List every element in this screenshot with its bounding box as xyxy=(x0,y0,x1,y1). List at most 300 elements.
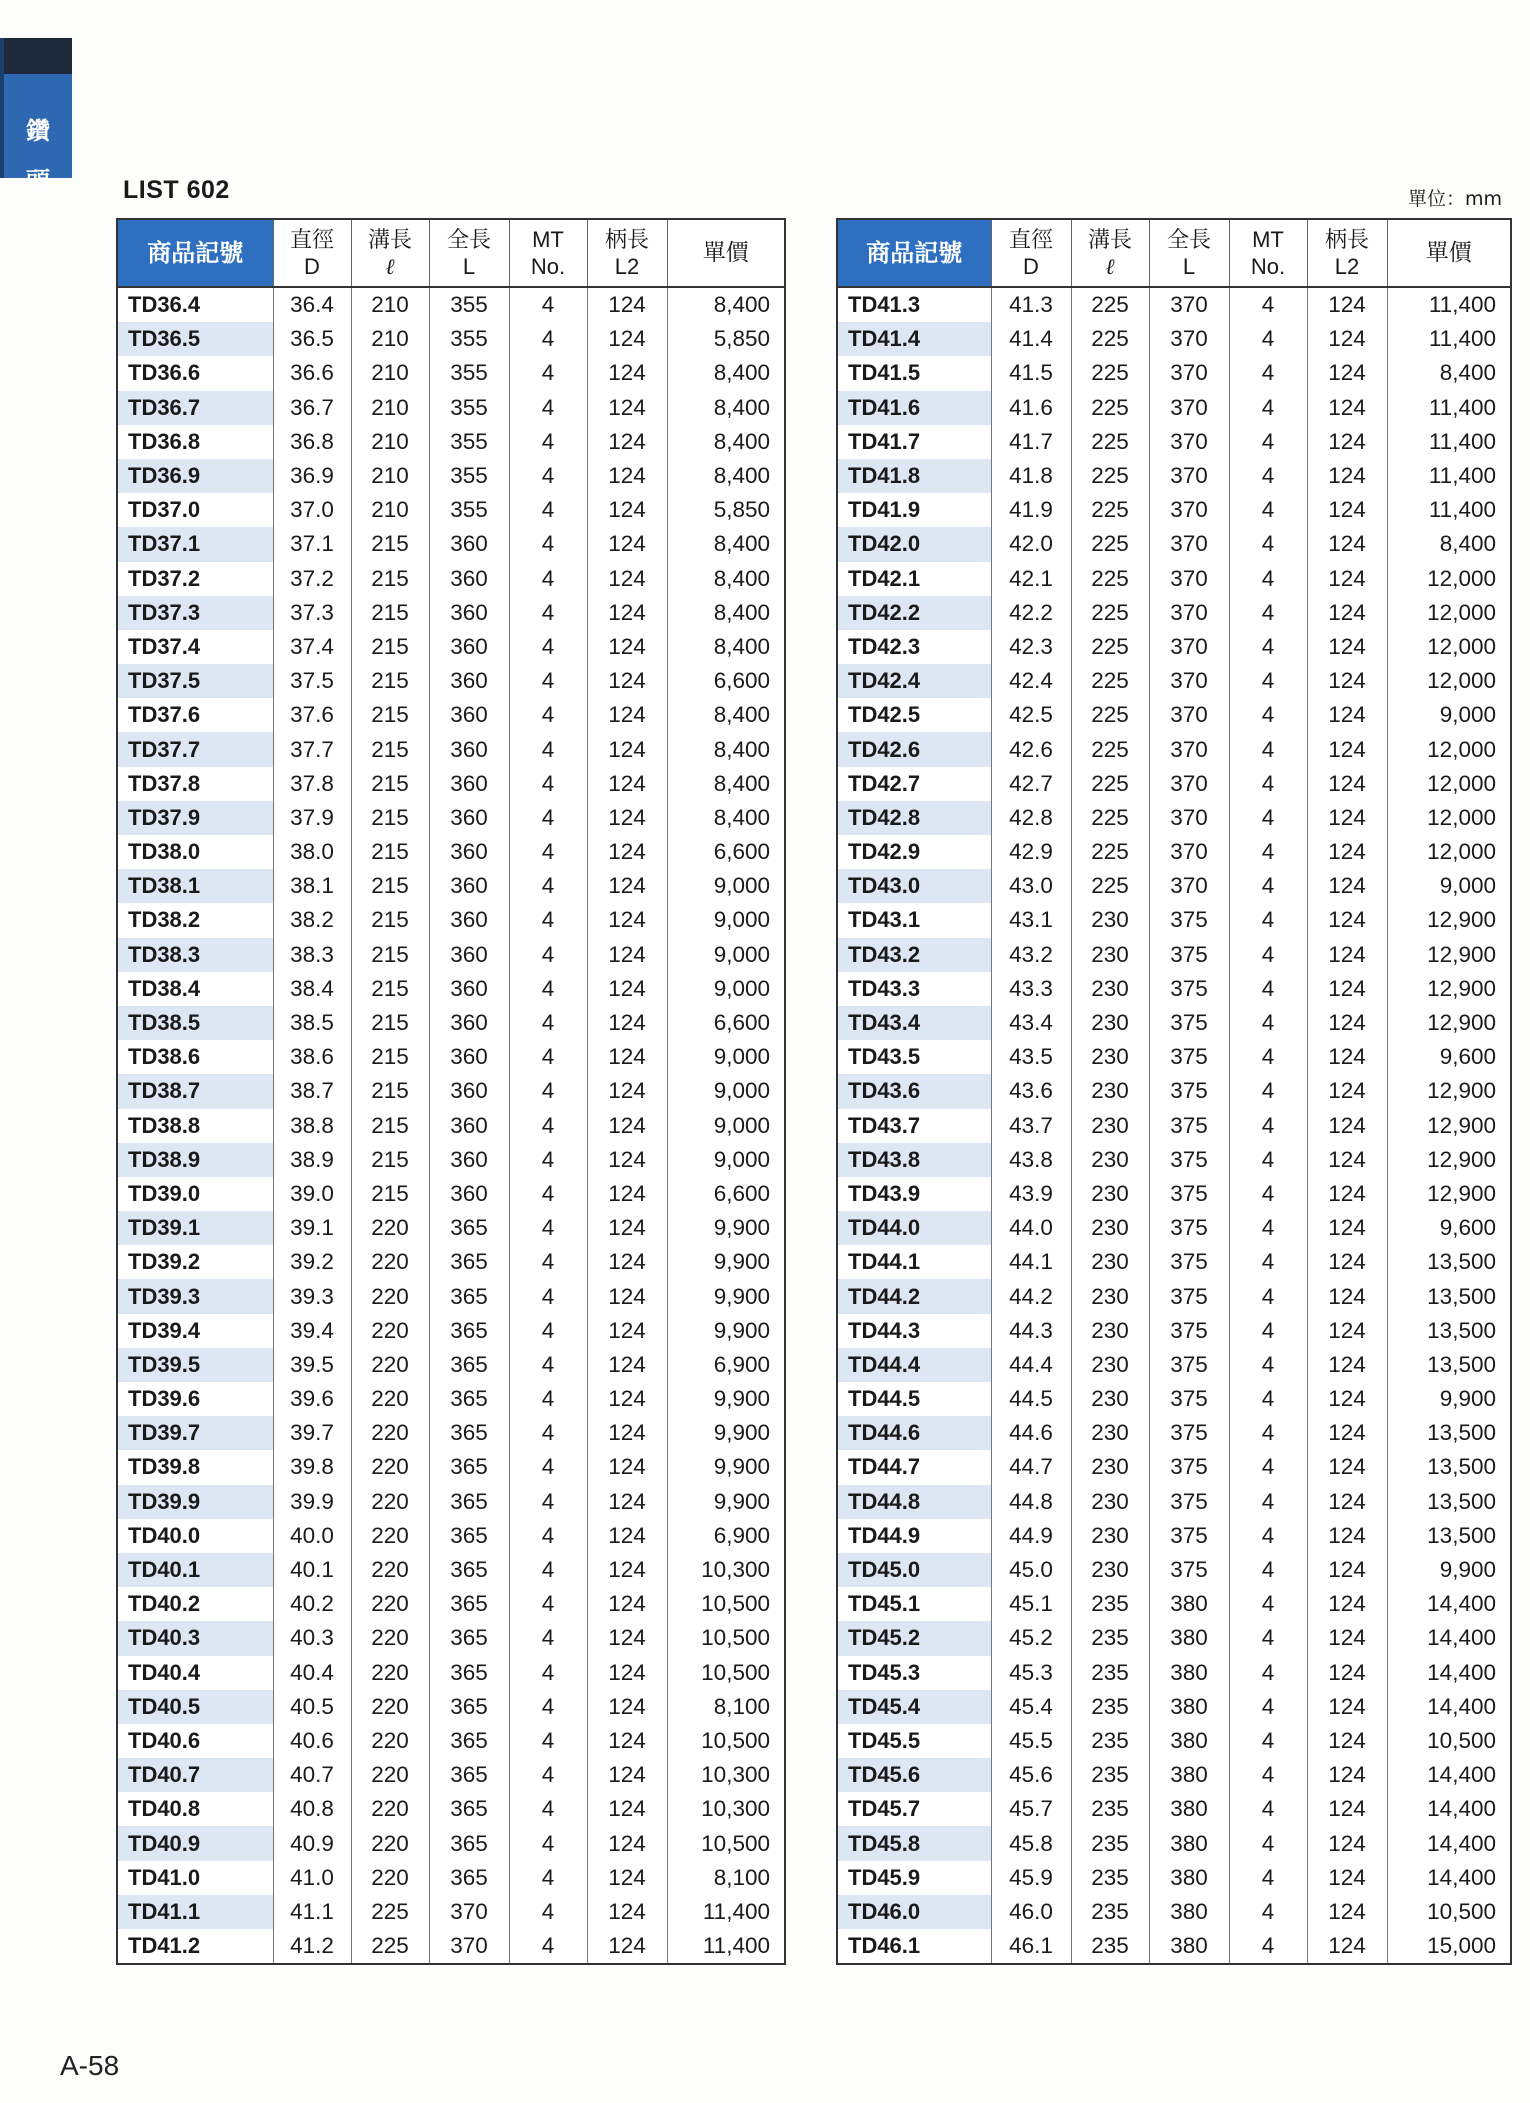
table-row xyxy=(837,562,1511,596)
cell-price: 8,400 xyxy=(667,459,785,493)
table-row xyxy=(837,493,1511,527)
cell-price: 12,000 xyxy=(1387,767,1511,801)
cell-total-length: 375 xyxy=(1149,1177,1229,1211)
cell-flute-length: 210 xyxy=(351,493,429,527)
cell-shank-length: 124 xyxy=(1307,1724,1387,1758)
table-row xyxy=(117,1006,785,1040)
cell-total-length: 355 xyxy=(429,425,509,459)
cell-flute-length: 235 xyxy=(1071,1792,1149,1826)
cell-code: TD44.1 xyxy=(837,1245,991,1279)
cell-code: TD39.9 xyxy=(117,1485,273,1519)
table-row xyxy=(837,287,1511,322)
cell-total-length: 375 xyxy=(1149,1245,1229,1279)
cell-mt-no: 4 xyxy=(1229,835,1307,869)
cell-mt-no: 4 xyxy=(1229,664,1307,698)
cell-flute-length: 225 xyxy=(1071,630,1149,664)
cell-mt-no: 4 xyxy=(1229,1758,1307,1792)
cell-price: 9,900 xyxy=(667,1314,785,1348)
cell-flute-length: 220 xyxy=(351,1279,429,1313)
cell-mt-no: 4 xyxy=(509,1792,587,1826)
cell-code: TD45.2 xyxy=(837,1621,991,1655)
cell-mt-no: 4 xyxy=(509,1314,587,1348)
cell-price: 12,900 xyxy=(1387,1109,1511,1143)
cell-flute-length: 215 xyxy=(351,596,429,630)
unit-label: 單位：mm xyxy=(1408,188,1503,210)
table-row xyxy=(117,1450,785,1484)
cell-flute-length: 220 xyxy=(351,1690,429,1724)
cell-shank-length: 124 xyxy=(1307,869,1387,903)
table-row xyxy=(837,1519,1511,1553)
cell-total-length: 360 xyxy=(429,1177,509,1211)
cell-price: 11,400 xyxy=(1387,425,1511,459)
cell-total-length: 380 xyxy=(1149,1895,1229,1929)
cell-total-length: 370 xyxy=(1149,287,1229,322)
cell-shank-length: 124 xyxy=(587,903,667,937)
cell-code: TD41.7 xyxy=(837,425,991,459)
cell-diameter: 44.1 xyxy=(991,1245,1071,1279)
cell-code: TD46.0 xyxy=(837,1895,991,1929)
cell-total-length: 370 xyxy=(1149,698,1229,732)
cell-diameter: 38.6 xyxy=(273,1040,351,1074)
cell-price: 8,400 xyxy=(667,562,785,596)
table-row xyxy=(837,801,1511,835)
cell-total-length: 380 xyxy=(1149,1758,1229,1792)
cell-price: 14,400 xyxy=(1387,1621,1511,1655)
cell-total-length: 370 xyxy=(1149,356,1229,390)
cell-flute-length: 220 xyxy=(351,1587,429,1621)
list-title: LIST 602 xyxy=(123,176,230,204)
table-row xyxy=(117,1621,785,1655)
cell-price: 8,400 xyxy=(667,732,785,766)
cell-diameter: 38.8 xyxy=(273,1109,351,1143)
cell-flute-length: 220 xyxy=(351,1348,429,1382)
cell-price: 9,900 xyxy=(667,1382,785,1416)
header-flute-length xyxy=(1071,219,1149,287)
cell-mt-no: 4 xyxy=(1229,459,1307,493)
section-side-tab xyxy=(0,38,72,195)
cell-diameter: 43.2 xyxy=(991,938,1071,972)
cell-flute-length: 215 xyxy=(351,1143,429,1177)
cell-mt-no: 4 xyxy=(509,1040,587,1074)
table-row xyxy=(117,356,785,390)
cell-price: 9,900 xyxy=(667,1245,785,1279)
cell-total-length: 380 xyxy=(1149,1792,1229,1826)
cell-diameter: 37.0 xyxy=(273,493,351,527)
cell-shank-length: 124 xyxy=(587,869,667,903)
cell-diameter: 39.2 xyxy=(273,1245,351,1279)
cell-shank-length: 124 xyxy=(587,1724,667,1758)
cell-code: TD39.7 xyxy=(117,1416,273,1450)
cell-code: TD43.1 xyxy=(837,903,991,937)
cell-price: 13,500 xyxy=(1387,1279,1511,1313)
cell-total-length: 360 xyxy=(429,630,509,664)
cell-diameter: 40.8 xyxy=(273,1792,351,1826)
cell-diameter: 38.1 xyxy=(273,869,351,903)
cell-shank-length: 124 xyxy=(587,425,667,459)
cell-diameter: 44.0 xyxy=(991,1211,1071,1245)
cell-total-length: 365 xyxy=(429,1758,509,1792)
cell-shank-length: 124 xyxy=(1307,562,1387,596)
cell-mt-no: 4 xyxy=(509,1109,587,1143)
cell-price: 9,900 xyxy=(667,1416,785,1450)
cell-code: TD41.9 xyxy=(837,493,991,527)
cell-price: 14,400 xyxy=(1387,1758,1511,1792)
table-body-right xyxy=(837,287,1511,1964)
cell-diameter: 37.1 xyxy=(273,527,351,561)
cell-code: TD39.4 xyxy=(117,1314,273,1348)
cell-mt-no: 4 xyxy=(1229,1245,1307,1279)
cell-diameter: 42.2 xyxy=(991,596,1071,630)
cell-flute-length: 235 xyxy=(1071,1929,1149,1964)
table-row xyxy=(117,1690,785,1724)
cell-total-length: 370 xyxy=(1149,322,1229,356)
cell-mt-no: 4 xyxy=(509,1450,587,1484)
cell-diameter: 41.2 xyxy=(273,1929,351,1964)
cell-code: TD37.9 xyxy=(117,801,273,835)
cell-shank-length: 124 xyxy=(587,1006,667,1040)
cell-mt-no: 4 xyxy=(1229,1929,1307,1964)
cell-shank-length: 124 xyxy=(1307,1929,1387,1964)
cell-shank-length: 124 xyxy=(1307,493,1387,527)
cell-shank-length: 124 xyxy=(587,801,667,835)
cell-diameter: 37.6 xyxy=(273,698,351,732)
cell-mt-no: 4 xyxy=(1229,903,1307,937)
table-row xyxy=(837,664,1511,698)
cell-shank-length: 124 xyxy=(1307,1758,1387,1792)
cell-total-length: 365 xyxy=(429,1826,509,1860)
cell-price: 14,400 xyxy=(1387,1656,1511,1690)
table-row xyxy=(837,1245,1511,1279)
cell-mt-no: 4 xyxy=(1229,869,1307,903)
cell-code: TD38.3 xyxy=(117,938,273,972)
cell-total-length: 375 xyxy=(1149,1485,1229,1519)
table-row xyxy=(837,1416,1511,1450)
header-mt-label: MT xyxy=(532,227,564,252)
header-shank-symbol: L2 xyxy=(614,254,640,279)
cell-shank-length: 124 xyxy=(1307,1690,1387,1724)
cell-code: TD42.2 xyxy=(837,596,991,630)
cell-diameter: 37.9 xyxy=(273,801,351,835)
header-shank-symbol: L2 xyxy=(1334,254,1360,279)
cell-diameter: 40.0 xyxy=(273,1519,351,1553)
cell-total-length: 370 xyxy=(1149,562,1229,596)
table-row xyxy=(117,1416,785,1450)
cell-code: TD44.0 xyxy=(837,1211,991,1245)
cell-flute-length: 215 xyxy=(351,767,429,801)
cell-total-length: 375 xyxy=(1149,1006,1229,1040)
cell-diameter: 42.3 xyxy=(991,630,1071,664)
cell-mt-no: 4 xyxy=(509,1553,587,1587)
cell-code: TD40.3 xyxy=(117,1621,273,1655)
cell-diameter: 37.4 xyxy=(273,630,351,664)
cell-total-length: 355 xyxy=(429,391,509,425)
cell-code: TD42.6 xyxy=(837,732,991,766)
table-row xyxy=(117,1792,785,1826)
header-total-label: 全長 xyxy=(1166,227,1211,252)
cell-price: 12,000 xyxy=(1387,664,1511,698)
cell-total-length: 375 xyxy=(1149,938,1229,972)
cell-code: TD42.5 xyxy=(837,698,991,732)
cell-flute-length: 215 xyxy=(351,903,429,937)
cell-code: TD42.7 xyxy=(837,767,991,801)
cell-diameter: 43.7 xyxy=(991,1109,1071,1143)
cell-code: TD43.6 xyxy=(837,1074,991,1108)
cell-price: 11,400 xyxy=(1387,322,1511,356)
cell-price: 8,400 xyxy=(667,801,785,835)
cell-diameter: 42.1 xyxy=(991,562,1071,596)
cell-shank-length: 124 xyxy=(1307,425,1387,459)
cell-code: TD39.1 xyxy=(117,1211,273,1245)
cell-diameter: 38.2 xyxy=(273,903,351,937)
cell-code: TD36.5 xyxy=(117,322,273,356)
cell-price: 11,400 xyxy=(1387,287,1511,322)
table-row xyxy=(117,903,785,937)
cell-total-length: 375 xyxy=(1149,1519,1229,1553)
cell-mt-no: 4 xyxy=(1229,972,1307,1006)
side-tab-bar xyxy=(4,38,72,74)
cell-shank-length: 124 xyxy=(587,1450,667,1484)
cell-shank-length: 124 xyxy=(587,322,667,356)
cell-total-length: 360 xyxy=(429,801,509,835)
cell-diameter: 41.0 xyxy=(273,1861,351,1895)
cell-code: TD43.4 xyxy=(837,1006,991,1040)
cell-shank-length: 124 xyxy=(587,1348,667,1382)
cell-shank-length: 124 xyxy=(587,1074,667,1108)
cell-total-length: 365 xyxy=(429,1861,509,1895)
cell-price: 14,400 xyxy=(1387,1861,1511,1895)
cell-mt-no: 4 xyxy=(1229,1348,1307,1382)
cell-code: TD41.6 xyxy=(837,391,991,425)
cell-shank-length: 124 xyxy=(1307,1040,1387,1074)
cell-code: TD37.8 xyxy=(117,767,273,801)
cell-mt-no: 4 xyxy=(509,425,587,459)
cell-price: 8,400 xyxy=(667,767,785,801)
cell-shank-length: 124 xyxy=(1307,938,1387,972)
cell-total-length: 380 xyxy=(1149,1690,1229,1724)
cell-total-length: 360 xyxy=(429,698,509,732)
cell-code: TD40.1 xyxy=(117,1553,273,1587)
cell-shank-length: 124 xyxy=(1307,596,1387,630)
cell-diameter: 43.8 xyxy=(991,1143,1071,1177)
cell-shank-length: 124 xyxy=(587,1143,667,1177)
header-flute-label: 溝長 xyxy=(367,227,412,252)
cell-flute-length: 225 xyxy=(1071,596,1149,630)
cell-mt-no: 4 xyxy=(509,698,587,732)
cell-price: 9,000 xyxy=(667,1040,785,1074)
cell-flute-length: 220 xyxy=(351,1485,429,1519)
cell-flute-length: 210 xyxy=(351,391,429,425)
cell-flute-length: 210 xyxy=(351,356,429,390)
cell-code: TD36.7 xyxy=(117,391,273,425)
cell-diameter: 41.7 xyxy=(991,425,1071,459)
table-row xyxy=(837,1279,1511,1313)
cell-shank-length: 124 xyxy=(1307,1450,1387,1484)
cell-mt-no: 4 xyxy=(509,391,587,425)
cell-code: TD41.0 xyxy=(117,1861,273,1895)
cell-price: 13,500 xyxy=(1387,1519,1511,1553)
cell-diameter: 36.7 xyxy=(273,391,351,425)
cell-total-length: 370 xyxy=(1149,459,1229,493)
cell-mt-no: 4 xyxy=(509,972,587,1006)
cell-price: 8,400 xyxy=(667,630,785,664)
table-row xyxy=(117,1826,785,1860)
cell-flute-length: 215 xyxy=(351,664,429,698)
cell-diameter: 46.1 xyxy=(991,1929,1071,1964)
table-row xyxy=(117,1382,785,1416)
cell-shank-length: 124 xyxy=(587,664,667,698)
cell-diameter: 38.4 xyxy=(273,972,351,1006)
cell-code: TD40.9 xyxy=(117,1826,273,1860)
cell-shank-length: 124 xyxy=(1307,391,1387,425)
cell-total-length: 355 xyxy=(429,356,509,390)
cell-flute-length: 215 xyxy=(351,972,429,1006)
cell-flute-length: 225 xyxy=(1071,562,1149,596)
cell-price: 12,000 xyxy=(1387,596,1511,630)
cell-total-length: 365 xyxy=(429,1211,509,1245)
cell-total-length: 365 xyxy=(429,1621,509,1655)
cell-flute-length: 215 xyxy=(351,938,429,972)
cell-total-length: 375 xyxy=(1149,1450,1229,1484)
cell-diameter: 40.5 xyxy=(273,1690,351,1724)
cell-diameter: 42.6 xyxy=(991,732,1071,766)
side-tab-char-1: 鑽 xyxy=(26,117,50,145)
cell-code: TD43.8 xyxy=(837,1143,991,1177)
cell-shank-length: 124 xyxy=(1307,1279,1387,1313)
side-tab-char-2: 頭 xyxy=(26,167,50,195)
cell-mt-no: 4 xyxy=(1229,1109,1307,1143)
cell-price: 8,400 xyxy=(667,356,785,390)
cell-flute-length: 215 xyxy=(351,1006,429,1040)
cell-diameter: 42.8 xyxy=(991,801,1071,835)
cell-shank-length: 124 xyxy=(1307,630,1387,664)
cell-diameter: 42.7 xyxy=(991,767,1071,801)
cell-price: 12,000 xyxy=(1387,801,1511,835)
cell-diameter: 41.8 xyxy=(991,459,1071,493)
cell-mt-no: 4 xyxy=(509,562,587,596)
cell-total-length: 370 xyxy=(1149,801,1229,835)
cell-mt-no: 4 xyxy=(1229,1382,1307,1416)
cell-mt-no: 4 xyxy=(509,1348,587,1382)
cell-diameter: 45.4 xyxy=(991,1690,1071,1724)
header-price: 單價 xyxy=(667,219,785,287)
cell-mt-no: 4 xyxy=(1229,1690,1307,1724)
header-flute-label: 溝長 xyxy=(1087,227,1132,252)
cell-total-length: 370 xyxy=(1149,391,1229,425)
header-mt-label: MT xyxy=(1252,227,1284,252)
cell-price: 12,900 xyxy=(1387,1143,1511,1177)
table-row xyxy=(837,1177,1511,1211)
cell-price: 9,000 xyxy=(1387,698,1511,732)
cell-diameter: 38.7 xyxy=(273,1074,351,1108)
cell-shank-length: 124 xyxy=(1307,903,1387,937)
cell-diameter: 45.3 xyxy=(991,1656,1071,1690)
cell-mt-no: 4 xyxy=(1229,767,1307,801)
table-row xyxy=(117,1553,785,1587)
table-row xyxy=(837,1074,1511,1108)
cell-code: TD44.2 xyxy=(837,1279,991,1313)
page-number: A-58 xyxy=(60,2050,120,2081)
cell-total-length: 375 xyxy=(1149,1348,1229,1382)
cell-diameter: 38.9 xyxy=(273,1143,351,1177)
cell-diameter: 39.5 xyxy=(273,1348,351,1382)
cell-total-length: 360 xyxy=(429,767,509,801)
table-row xyxy=(837,1621,1511,1655)
cell-flute-length: 220 xyxy=(351,1861,429,1895)
cell-mt-no: 4 xyxy=(509,835,587,869)
table-row xyxy=(117,1040,785,1074)
cell-mt-no: 4 xyxy=(1229,1656,1307,1690)
cell-diameter: 45.2 xyxy=(991,1621,1071,1655)
cell-code: TD36.8 xyxy=(117,425,273,459)
cell-shank-length: 124 xyxy=(587,1792,667,1826)
cell-mt-no: 4 xyxy=(1229,1553,1307,1587)
cell-total-length: 380 xyxy=(1149,1587,1229,1621)
cell-price: 12,900 xyxy=(1387,972,1511,1006)
cell-diameter: 36.5 xyxy=(273,322,351,356)
cell-mt-no: 4 xyxy=(1229,322,1307,356)
cell-code: TD41.2 xyxy=(117,1929,273,1964)
cell-total-length: 365 xyxy=(429,1656,509,1690)
cell-diameter: 44.8 xyxy=(991,1485,1071,1519)
cell-total-length: 355 xyxy=(429,493,509,527)
table-row xyxy=(117,938,785,972)
cell-mt-no: 4 xyxy=(1229,1895,1307,1929)
cell-code: TD42.0 xyxy=(837,527,991,561)
cell-diameter: 39.6 xyxy=(273,1382,351,1416)
cell-mt-no: 4 xyxy=(509,1485,587,1519)
cell-diameter: 44.9 xyxy=(991,1519,1071,1553)
table-row xyxy=(837,1861,1511,1895)
cell-flute-length: 230 xyxy=(1071,1006,1149,1040)
cell-code: TD42.8 xyxy=(837,801,991,835)
header-mt-no xyxy=(1229,219,1307,287)
cell-flute-length: 230 xyxy=(1071,1279,1149,1313)
table-row xyxy=(117,869,785,903)
cell-code: TD44.3 xyxy=(837,1314,991,1348)
cell-shank-length: 124 xyxy=(1307,698,1387,732)
table-row xyxy=(837,1211,1511,1245)
header-diameter-symbol: D xyxy=(1023,254,1039,279)
cell-mt-no: 4 xyxy=(1229,493,1307,527)
header-total-length xyxy=(429,219,509,287)
cell-flute-length: 225 xyxy=(1071,527,1149,561)
cell-flute-length: 220 xyxy=(351,1382,429,1416)
cell-diameter: 45.7 xyxy=(991,1792,1071,1826)
cell-flute-length: 230 xyxy=(1071,1416,1149,1450)
cell-shank-length: 124 xyxy=(587,1279,667,1313)
cell-mt-no: 4 xyxy=(509,1177,587,1211)
cell-total-length: 370 xyxy=(1149,596,1229,630)
cell-code: TD41.3 xyxy=(837,287,991,322)
table-row xyxy=(117,1758,785,1792)
cell-code: TD42.4 xyxy=(837,664,991,698)
cell-total-length: 370 xyxy=(1149,835,1229,869)
table-row xyxy=(117,1074,785,1108)
cell-flute-length: 225 xyxy=(1071,322,1149,356)
cell-flute-length: 220 xyxy=(351,1519,429,1553)
cell-total-length: 380 xyxy=(1149,1656,1229,1690)
cell-code: TD44.4 xyxy=(837,1348,991,1382)
cell-code: TD43.9 xyxy=(837,1177,991,1211)
cell-flute-length: 235 xyxy=(1071,1621,1149,1655)
cell-shank-length: 124 xyxy=(1307,1826,1387,1860)
cell-price: 9,000 xyxy=(667,869,785,903)
cell-code: TD38.5 xyxy=(117,1006,273,1040)
cell-shank-length: 124 xyxy=(1307,1245,1387,1279)
cell-mt-no: 4 xyxy=(1229,287,1307,322)
cell-flute-length: 235 xyxy=(1071,1724,1149,1758)
cell-mt-no: 4 xyxy=(1229,1177,1307,1211)
